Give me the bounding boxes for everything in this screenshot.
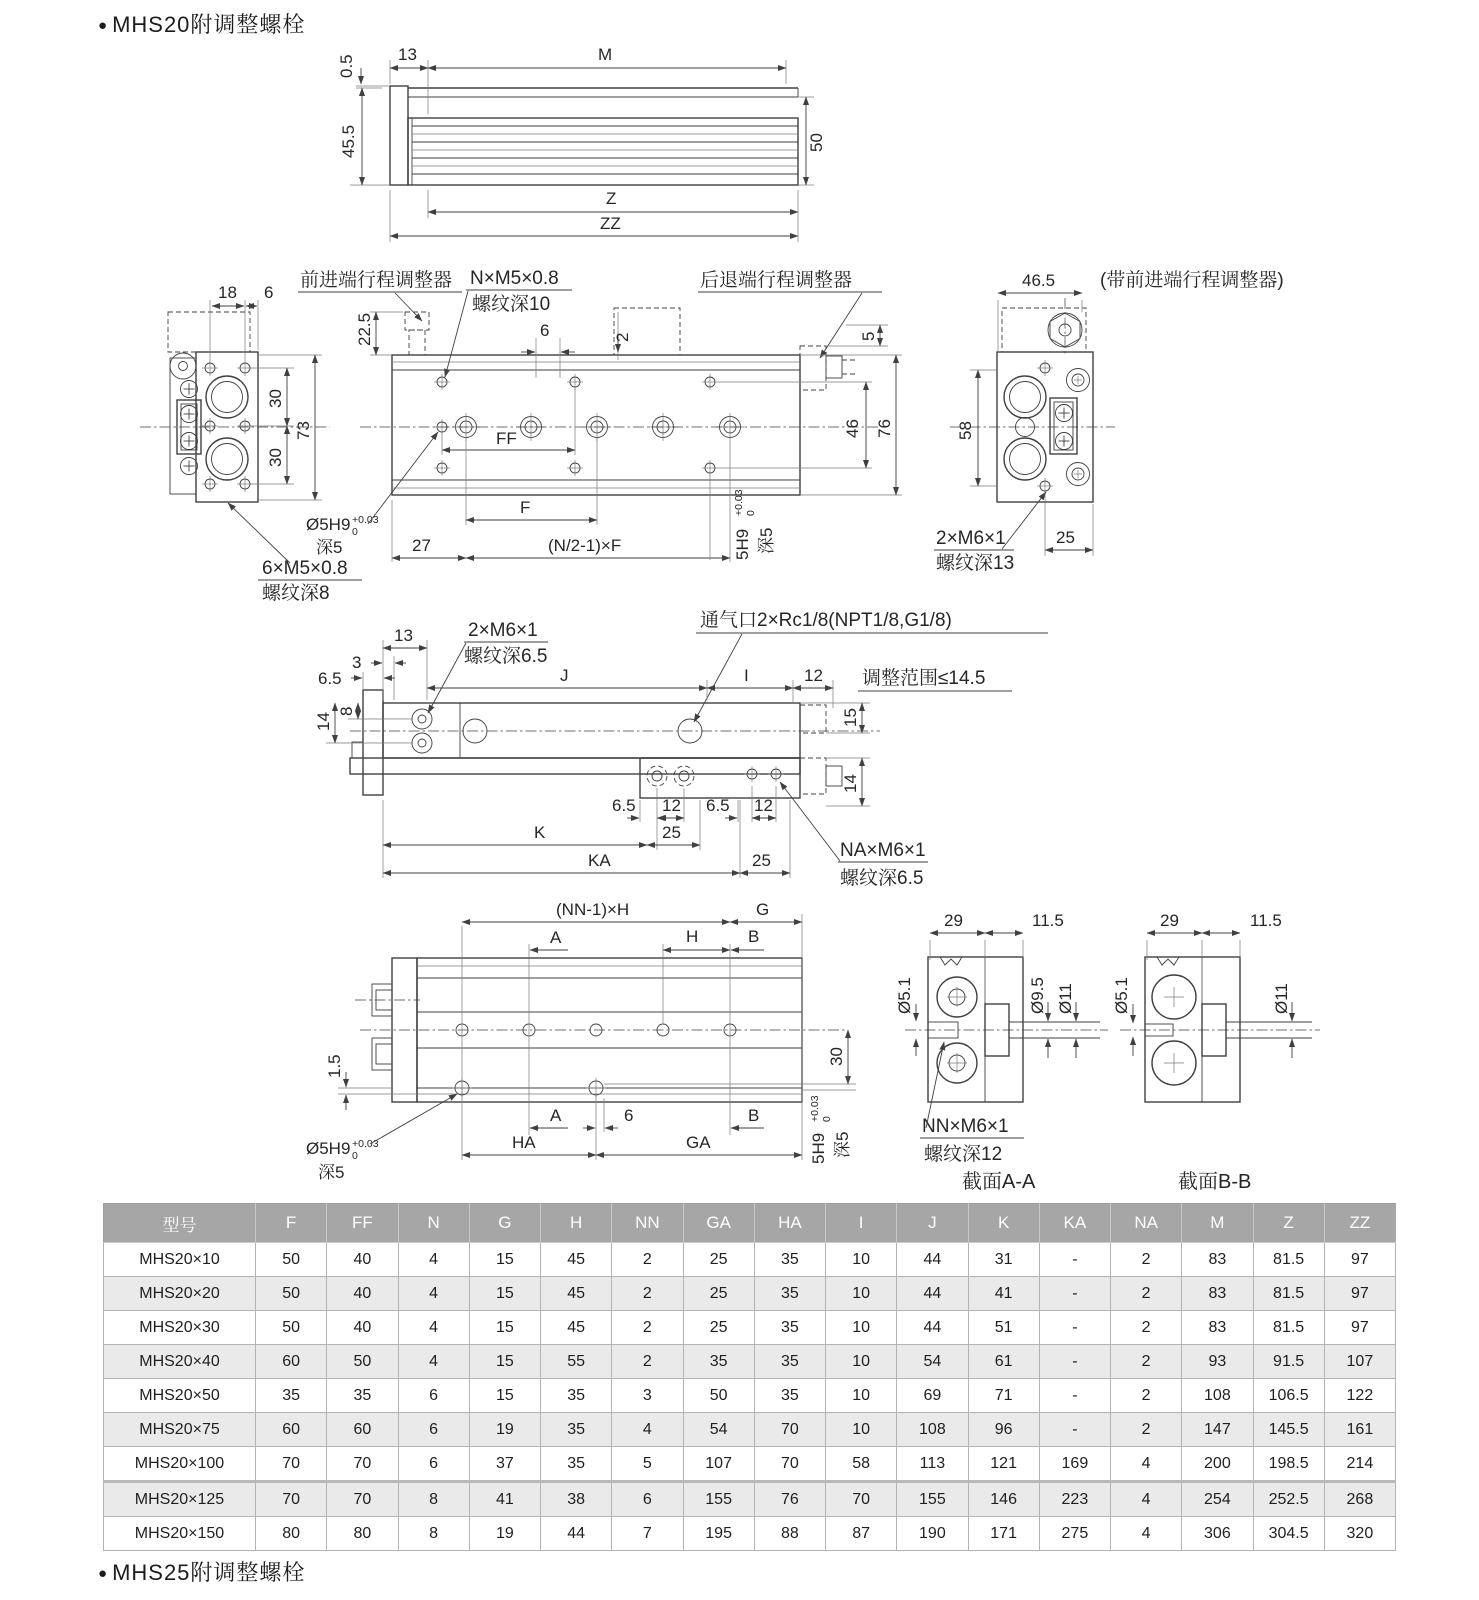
value-cell: 145.5 [1253, 1413, 1324, 1447]
dim-0-5: 0.5 [337, 54, 356, 78]
column-header: Z [1253, 1204, 1324, 1243]
hole2-tol-lo-4: 0 [821, 1116, 833, 1122]
column-header: HA [754, 1204, 825, 1243]
spec-table-header-row [104, 1204, 1396, 1243]
dim-Z: Z [606, 189, 617, 208]
value-cell: 190 [897, 1517, 968, 1551]
hole-tol-hi: +0.03 [352, 514, 379, 526]
dim-12b: 12 [662, 796, 681, 815]
column-header: 型号 [104, 1204, 256, 1243]
value-cell: 15 [469, 1379, 540, 1413]
value-cell: 80 [327, 1517, 398, 1551]
value-cell: 10 [826, 1379, 897, 1413]
hole2-tol-hi: +0.03 [733, 489, 745, 516]
value-cell: 2 [1111, 1379, 1182, 1413]
bb-dim-29: 29 [1160, 911, 1179, 930]
value-cell: 8 [398, 1517, 469, 1551]
value-cell: 96 [968, 1413, 1039, 1447]
value-cell: 69 [897, 1379, 968, 1413]
dim-46-5: 46.5 [1022, 271, 1056, 290]
aa-nn-note: NN×M6×1 [922, 1116, 1009, 1137]
value-cell: 200 [1182, 1447, 1253, 1482]
value-cell: 171 [968, 1517, 1039, 1551]
value-cell: 15 [469, 1243, 540, 1277]
n-m5-depth: 螺纹深10 [472, 294, 551, 315]
table-row [104, 1482, 1396, 1517]
hole2-tol-hi-4: +0.03 [809, 1095, 821, 1122]
dim-1-5: 1.5 [325, 1054, 344, 1078]
value-cell: 71 [968, 1379, 1039, 1413]
m6-note: 2×M6×1 [936, 528, 1006, 549]
value-cell: 45 [541, 1311, 612, 1345]
dim-45-5: 45.5 [339, 124, 358, 158]
value-cell: 2 [1111, 1243, 1182, 1277]
column-header: KA [1039, 1204, 1110, 1243]
value-cell: 35 [541, 1379, 612, 1413]
value-cell: 70 [327, 1447, 398, 1482]
value-cell: 252.5 [1253, 1482, 1324, 1517]
dim-FF: FF [496, 429, 517, 448]
value-cell: 35 [754, 1379, 825, 1413]
value-cell: 4 [398, 1345, 469, 1379]
dim-14b: 14 [841, 774, 860, 793]
value-cell: 223 [1039, 1482, 1110, 1517]
value-cell: 50 [256, 1311, 327, 1345]
rear-adjuster-label: 后退端行程调整器 [700, 270, 853, 291]
table-row [104, 1517, 1396, 1551]
dim-KA: KA [588, 851, 611, 870]
value-cell: 50 [256, 1243, 327, 1277]
table-row [104, 1277, 1396, 1311]
dim-6-5b: 6.5 [612, 796, 636, 815]
value-cell: 50 [256, 1277, 327, 1311]
column-header: J [897, 1204, 968, 1243]
dim-12a: 12 [804, 666, 823, 685]
value-cell: 70 [826, 1482, 897, 1517]
value-cell: 76 [754, 1482, 825, 1517]
value-cell: 2 [1111, 1311, 1182, 1345]
dim-14a: 14 [314, 712, 333, 731]
value-cell: 6 [398, 1413, 469, 1447]
value-cell: 107 [683, 1447, 754, 1482]
value-cell: 35 [754, 1311, 825, 1345]
dim-27: 27 [412, 536, 431, 555]
value-cell: 88 [754, 1517, 825, 1551]
value-cell: 4 [1111, 1447, 1182, 1482]
value-cell: 40 [327, 1277, 398, 1311]
dim-A1: A [550, 928, 562, 947]
dim-H: H [686, 927, 699, 946]
dim-46: 46 [843, 419, 862, 438]
dim-30a: 30 [266, 389, 285, 408]
table-row [104, 1447, 1396, 1482]
m6-depth-3: 螺纹深6.5 [464, 646, 548, 667]
value-cell: 44 [897, 1277, 968, 1311]
dim-6-4: 6 [624, 1106, 634, 1125]
value-cell: 107 [1324, 1345, 1395, 1379]
value-cell: 40 [327, 1311, 398, 1345]
dim-3: 3 [352, 653, 362, 672]
value-cell: 6 [398, 1447, 469, 1482]
value-cell: 4 [398, 1311, 469, 1345]
dim-25: 25 [1056, 528, 1075, 547]
section-bb [1112, 911, 1320, 1193]
table-row [104, 1243, 1396, 1277]
dim-58: 58 [956, 421, 975, 440]
next-section-title-text: MHS25附调整螺栓 [112, 1560, 306, 1585]
dim-K: K [534, 823, 546, 842]
dim-8: 8 [337, 706, 356, 716]
column-header: I [826, 1204, 897, 1243]
hole-tol-hi-4: +0.03 [352, 1138, 379, 1150]
dim-NF: (N/2-1)×F [548, 536, 622, 555]
value-cell: 4 [398, 1277, 469, 1311]
bb-d5-1: Ø5.1 [1112, 977, 1131, 1014]
dim-25a: 25 [662, 823, 681, 842]
model-cell: MHS20×30 [104, 1311, 256, 1345]
value-cell: 195 [683, 1517, 754, 1551]
value-cell: 7 [612, 1517, 683, 1551]
value-cell: 58 [826, 1447, 897, 1482]
value-cell: 275 [1039, 1517, 1110, 1551]
with-front-adjuster-label: (带前进端行程调整器) [1100, 270, 1284, 291]
bottom-view [306, 900, 856, 1182]
model-cell: MHS20×50 [104, 1379, 256, 1413]
value-cell: 35 [541, 1447, 612, 1482]
dim-GA: GA [686, 1133, 711, 1152]
value-cell: 169 [1039, 1447, 1110, 1482]
value-cell: 2 [612, 1243, 683, 1277]
value-cell: 10 [826, 1345, 897, 1379]
dim-I: I [744, 666, 749, 685]
value-cell: 2 [612, 1311, 683, 1345]
value-cell: - [1039, 1379, 1110, 1413]
value-cell: 80 [256, 1517, 327, 1551]
table-row [104, 1379, 1396, 1413]
model-cell: MHS20×10 [104, 1243, 256, 1277]
model-cell: MHS20×20 [104, 1277, 256, 1311]
value-cell: 10 [826, 1277, 897, 1311]
value-cell: 50 [683, 1379, 754, 1413]
value-cell: 4 [1111, 1482, 1182, 1517]
hole-note2: 5H9 [733, 528, 752, 560]
hole-note2-4: 5H9 [809, 1132, 828, 1164]
value-cell: 83 [1182, 1277, 1253, 1311]
value-cell: 31 [968, 1243, 1039, 1277]
na-note: NA×M6×1 [840, 840, 926, 861]
value-cell: 70 [754, 1447, 825, 1482]
value-cell: 97 [1324, 1243, 1395, 1277]
value-cell: 108 [897, 1413, 968, 1447]
column-header: FF [327, 1204, 398, 1243]
value-cell: 6 [398, 1379, 469, 1413]
value-cell: 106.5 [1253, 1379, 1324, 1413]
value-cell: 2 [1111, 1345, 1182, 1379]
value-cell: 91.5 [1253, 1345, 1324, 1379]
value-cell: 5 [612, 1447, 683, 1482]
value-cell: 19 [469, 1413, 540, 1447]
column-header: K [968, 1204, 1039, 1243]
column-header: NN [612, 1204, 683, 1243]
section-aa [895, 911, 1108, 1193]
value-cell: 4 [398, 1243, 469, 1277]
dim-13: 13 [398, 45, 417, 64]
value-cell: 35 [683, 1345, 754, 1379]
dim-73: 73 [294, 421, 313, 440]
aa-dim-29: 29 [944, 911, 963, 930]
hole-note-4: Ø5H9 [306, 1139, 351, 1158]
value-cell: 8 [398, 1482, 469, 1517]
value-cell: 44 [541, 1517, 612, 1551]
model-cell: MHS20×150 [104, 1517, 256, 1551]
column-header: ZZ [1324, 1204, 1395, 1243]
value-cell: 25 [683, 1243, 754, 1277]
value-cell: 55 [541, 1345, 612, 1379]
bullet-icon: ● [98, 1565, 109, 1582]
dim-2: 2 [613, 332, 632, 342]
bullet-icon: ● [98, 17, 109, 34]
value-cell: 93 [1182, 1345, 1253, 1379]
bb-caption: 截面B-B [1178, 1171, 1252, 1193]
dim-15: 15 [841, 708, 860, 727]
model-cell: MHS20×125 [104, 1482, 256, 1517]
dim-A2: A [550, 1106, 562, 1125]
dim-G: G [756, 900, 770, 919]
value-cell: 10 [826, 1413, 897, 1447]
plan-view [298, 268, 902, 562]
side-view-2 [314, 609, 1048, 889]
dim-12c: 12 [754, 796, 773, 815]
value-cell: 155 [683, 1482, 754, 1517]
value-cell: 214 [1324, 1447, 1395, 1482]
hole2-depth: 深5 [757, 527, 776, 554]
value-cell: 35 [327, 1379, 398, 1413]
next-section-title [98, 1556, 305, 1587]
hole-depth-4: 深5 [318, 1163, 345, 1182]
value-cell: 10 [826, 1243, 897, 1277]
value-cell: 81.5 [1253, 1243, 1324, 1277]
value-cell: 10 [826, 1311, 897, 1345]
port-note: 通气口2×Rc1/8(NPT1/8,G1/8) [700, 610, 952, 631]
dim-22-5: 22.5 [355, 312, 374, 346]
value-cell: 198.5 [1253, 1447, 1324, 1482]
value-cell: - [1039, 1243, 1110, 1277]
value-cell: 147 [1182, 1413, 1253, 1447]
value-cell: 155 [897, 1482, 968, 1517]
aa-d5-1: Ø5.1 [895, 977, 914, 1014]
value-cell: 41 [968, 1277, 1039, 1311]
aa-dim-11-5: 11.5 [1032, 911, 1064, 930]
value-cell: 45 [541, 1277, 612, 1311]
value-cell: 2 [612, 1345, 683, 1379]
value-cell: 44 [897, 1243, 968, 1277]
m6-depth: 螺纹深13 [936, 553, 1015, 574]
dim-J: J [560, 666, 569, 685]
column-header: GA [683, 1204, 754, 1243]
value-cell: 70 [754, 1413, 825, 1447]
column-header: H [541, 1204, 612, 1243]
m5-note: 6×M5×0.8 [262, 558, 348, 579]
value-cell: 60 [256, 1345, 327, 1379]
value-cell: 113 [897, 1447, 968, 1482]
value-cell: 40 [327, 1243, 398, 1277]
aa-caption: 截面A-A [962, 1171, 1036, 1193]
value-cell: 37 [469, 1447, 540, 1482]
dim-F: F [520, 498, 531, 517]
m5-depth: 螺纹深8 [262, 583, 330, 604]
hole2-tol-lo: 0 [745, 510, 757, 516]
n-m5-note: N×M5×0.8 [470, 268, 559, 289]
value-cell: 268 [1324, 1482, 1395, 1517]
value-cell: 51 [968, 1311, 1039, 1345]
column-header: M [1182, 1204, 1253, 1243]
spec-table [103, 1203, 1396, 1551]
value-cell: 3 [612, 1379, 683, 1413]
hole-tol-lo: 0 [352, 526, 358, 538]
column-header: F [256, 1204, 327, 1243]
value-cell: 44 [897, 1311, 968, 1345]
value-cell: 146 [968, 1482, 1039, 1517]
aa-d11: Ø11 [1056, 983, 1075, 1014]
na-depth: 螺纹深6.5 [840, 868, 924, 889]
value-cell: 54 [683, 1413, 754, 1447]
model-cell: MHS20×75 [104, 1413, 256, 1447]
value-cell: 254 [1182, 1482, 1253, 1517]
value-cell: 61 [968, 1345, 1039, 1379]
aa-d9-5: Ø9.5 [1028, 977, 1047, 1014]
dim-50: 50 [807, 133, 826, 152]
hole2-depth-4: 深5 [833, 1131, 852, 1158]
value-cell: 54 [897, 1345, 968, 1379]
value-cell: 38 [541, 1482, 612, 1517]
table-row [104, 1413, 1396, 1447]
value-cell: 4 [612, 1413, 683, 1447]
value-cell: 25 [683, 1311, 754, 1345]
dim-B1: B [748, 927, 760, 946]
end-view-right [934, 269, 1284, 574]
dim-B2: B [748, 1106, 760, 1125]
page-title-text: MHS20附调整螺栓 [112, 12, 306, 37]
value-cell: 35 [541, 1413, 612, 1447]
dim-NNH: (NN-1)×H [556, 900, 630, 919]
value-cell: 35 [754, 1243, 825, 1277]
value-cell: 81.5 [1253, 1277, 1324, 1311]
value-cell: 320 [1324, 1517, 1395, 1551]
dim-ZZ: ZZ [600, 214, 621, 233]
value-cell: 306 [1182, 1517, 1253, 1551]
dim-18: 18 [218, 283, 237, 302]
front-adjuster-label: 前进端行程调整器 [300, 270, 453, 291]
dim-30-4: 30 [827, 1047, 846, 1066]
bb-d11: Ø11 [1272, 983, 1291, 1014]
adjust-range-note: 调整范围≤14.5 [862, 668, 986, 689]
spec-table-body [104, 1243, 1396, 1551]
value-cell: 161 [1324, 1413, 1395, 1447]
column-header: N [398, 1204, 469, 1243]
value-cell: 87 [826, 1517, 897, 1551]
value-cell: 83 [1182, 1243, 1253, 1277]
m6-note-3: 2×M6×1 [468, 620, 538, 641]
value-cell: - [1039, 1311, 1110, 1345]
dim-HA: HA [512, 1133, 536, 1152]
column-header: NA [1111, 1204, 1182, 1243]
model-cell: MHS20×40 [104, 1345, 256, 1379]
dim-76: 76 [875, 419, 894, 438]
value-cell: 2 [1111, 1413, 1182, 1447]
dim-25b: 25 [752, 851, 771, 870]
value-cell: - [1039, 1413, 1110, 1447]
value-cell: 97 [1324, 1277, 1395, 1311]
value-cell: 60 [256, 1413, 327, 1447]
value-cell: 60 [327, 1413, 398, 1447]
dim-6a: 6 [264, 283, 274, 302]
value-cell: 35 [754, 1345, 825, 1379]
dim-6-5a: 6.5 [318, 669, 342, 688]
value-cell: 19 [469, 1517, 540, 1551]
dim-13-3: 13 [394, 626, 413, 645]
value-cell: 45 [541, 1243, 612, 1277]
dim-6-5c: 6.5 [706, 796, 730, 815]
bb-dim-11-5: 11.5 [1250, 911, 1282, 930]
value-cell: 70 [256, 1482, 327, 1517]
value-cell: 70 [327, 1482, 398, 1517]
dim-5: 5 [859, 331, 878, 341]
value-cell: 108 [1182, 1379, 1253, 1413]
aa-nn-depth: 螺纹深12 [924, 1144, 1003, 1165]
value-cell: - [1039, 1345, 1110, 1379]
value-cell: 35 [754, 1277, 825, 1311]
value-cell: 2 [1111, 1277, 1182, 1311]
hole-note: Ø5H9 [306, 515, 351, 534]
value-cell: 15 [469, 1277, 540, 1311]
model-cell: MHS20×100 [104, 1447, 256, 1482]
table-row [104, 1345, 1396, 1379]
value-cell: 25 [683, 1277, 754, 1311]
value-cell: 70 [256, 1447, 327, 1482]
value-cell: 81.5 [1253, 1311, 1324, 1345]
value-cell: 83 [1182, 1311, 1253, 1345]
value-cell: 122 [1324, 1379, 1395, 1413]
value-cell: - [1039, 1277, 1110, 1311]
table-row [104, 1311, 1396, 1345]
value-cell: 4 [1111, 1517, 1182, 1551]
value-cell: 2 [612, 1277, 683, 1311]
value-cell: 41 [469, 1482, 540, 1517]
value-cell: 97 [1324, 1311, 1395, 1345]
column-header: G [469, 1204, 540, 1243]
value-cell: 35 [256, 1379, 327, 1413]
dim-30b: 30 [266, 448, 285, 467]
dim-M: M [598, 45, 613, 64]
value-cell: 304.5 [1253, 1517, 1324, 1551]
hole-depth: 深5 [316, 538, 343, 557]
value-cell: 15 [469, 1345, 540, 1379]
value-cell: 50 [327, 1345, 398, 1379]
value-cell: 15 [469, 1311, 540, 1345]
side-view-drawing [337, 45, 826, 242]
dim-6b: 6 [540, 321, 550, 340]
hole-tol-lo-4: 0 [352, 1150, 358, 1162]
value-cell: 6 [612, 1482, 683, 1517]
value-cell: 121 [968, 1447, 1039, 1482]
